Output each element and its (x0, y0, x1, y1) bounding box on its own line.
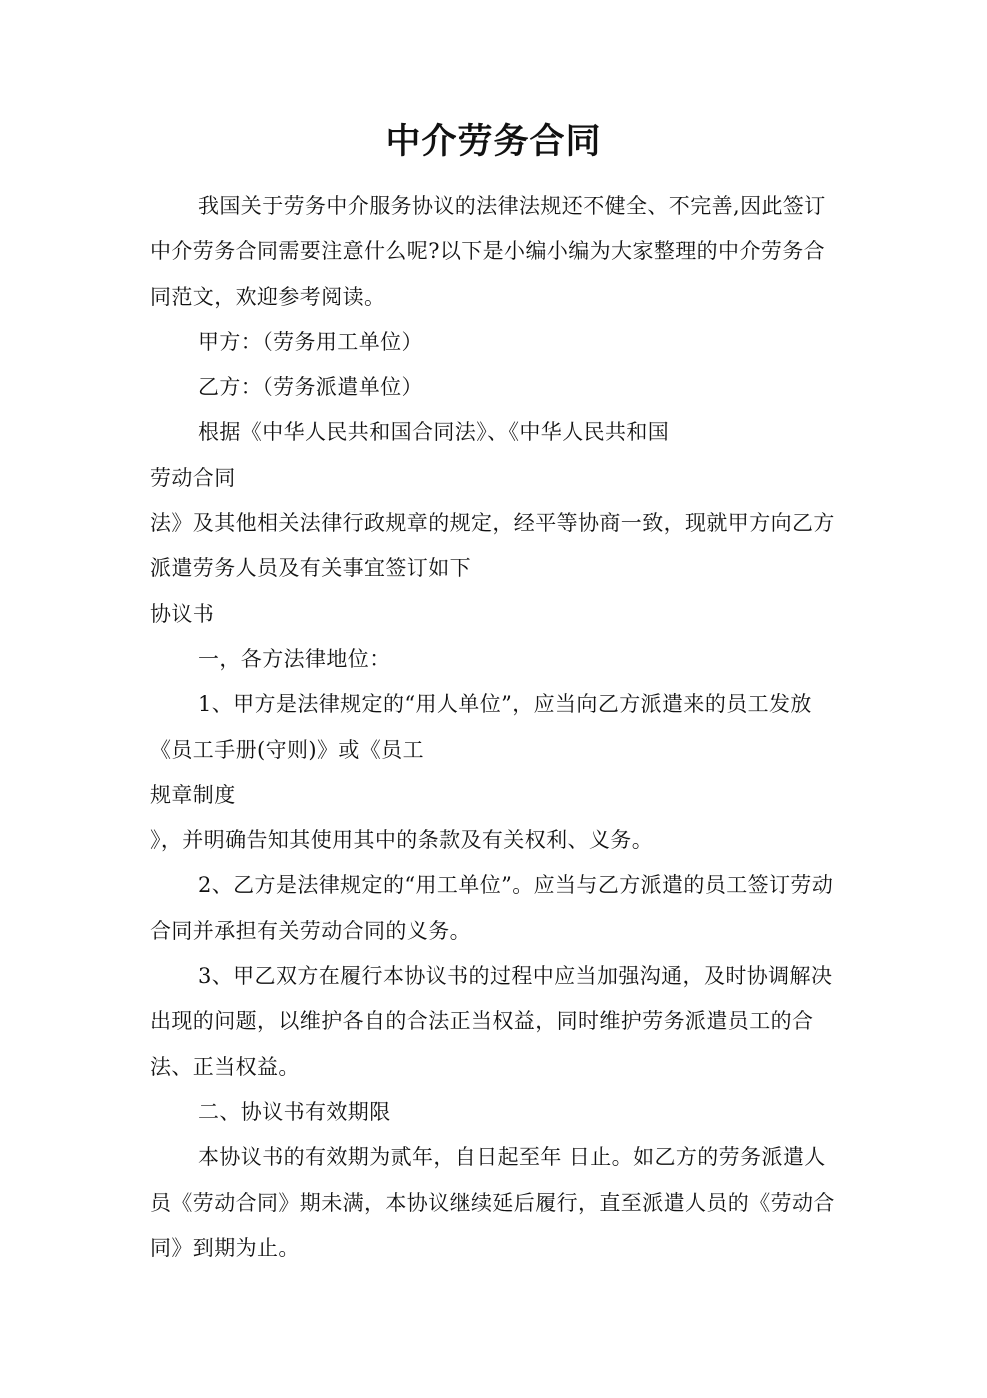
basis-paragraph: 根据《中华人民共和国合同法》、《中华人民共和国 (198, 420, 670, 445)
clause-1-continued: 》，并明确告知其使用其中的条款及有关权利、义务。 (150, 828, 654, 853)
clause-2: 2、乙方是法律规定的“用工单位”。应当与乙方派遣的员工签订劳动合同并承担有关劳动合同的义务。 (150, 873, 834, 943)
section-heading-legal-status: 一，各方法律地位： (198, 646, 391, 671)
clause-3: 3、甲乙双方在履行本协议书的过程中应当加强沟通，及时协调解决出现的问题，以维护各自的合法正当权益，同时维护劳务派遣员工的合法、正当权益。 (150, 964, 833, 1079)
party-a-line: 甲方：（劳务用工单位） (198, 329, 423, 354)
intro-paragraph: 我国关于劳务中介服务协议的法律法规还不健全、不完善,因此签订中介劳务合同需要注意什么呢?以下是小编小编为大家整理的中介劳务合同范文，欢迎参考阅读。 (150, 194, 826, 309)
basis-line-continued: 法》及其他相关法律行政规章的规定，经平等协商一致，现就甲方向乙方派遣劳务人员及有关事宜签订如下 (150, 511, 835, 581)
document-title: 中介劳务合同 (385, 121, 602, 162)
agreement-word: 协议书 (150, 601, 215, 626)
validity-paragraph: 本协议书的有效期为贰年，自日起至年 日止。如乙方的劳务派遣人员《劳动合同》期未满，本协议继续延后履行，直至派遣人员的《劳动合同》到期为止。 (150, 1145, 835, 1260)
clause-1: 1、甲方是法律规定的“用人单位”，应当向乙方派遣来的员工发放《员工手册(守则)》或《员工 (150, 692, 812, 762)
document-body (150, 184, 840, 1271)
party-b-line: 乙方：（劳务派遣单位） (198, 375, 423, 400)
section-heading-validity: 二、协议书有效期限 (198, 1099, 391, 1124)
clause-1-rules-line: 规章制度 (150, 782, 236, 807)
basis-line-labor-contract: 劳动合同 (150, 465, 236, 490)
